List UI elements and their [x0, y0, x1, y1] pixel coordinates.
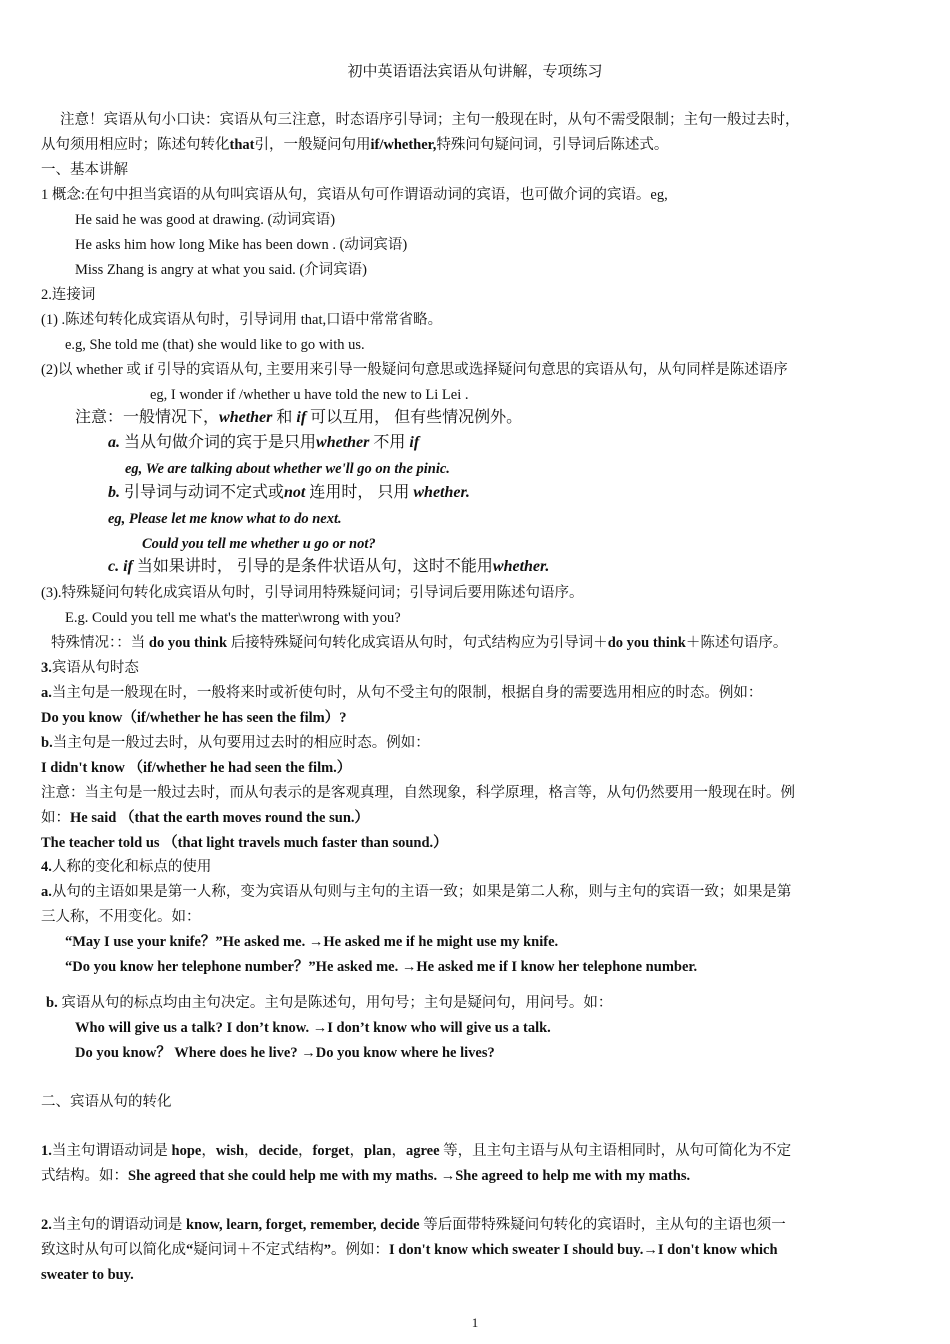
example-line: eg, I wonder if /whether u have told the new to Li Lei .	[150, 387, 469, 403]
conversion-rule-2-line-3: sweater to buy.	[41, 1267, 134, 1283]
example-line: Do you know？ Where does he live? →Do you know where he lives?	[75, 1045, 495, 1061]
example-line: e.g, She told me (that) she would like to go with us.	[65, 337, 365, 353]
keyword-verb: decide	[258, 1143, 299, 1159]
keyword-verbs: know, learn, forget, remember, decide	[186, 1217, 420, 1233]
keyword-if: if	[123, 558, 133, 575]
heading-text: 人称的变化和标点的使用	[51, 859, 212, 875]
example-line: E.g. Could you tell me what's the matter\wrong with you?	[65, 610, 401, 626]
rule-text: ，	[298, 1143, 313, 1159]
rule-text: 式结构。如：	[41, 1168, 128, 1184]
note-text: 如：	[41, 810, 70, 826]
example-line: Who will give us a talk? I don’t know. →I don’t know who will give us a talk.	[75, 1020, 551, 1036]
person-rule-b	[46, 993, 612, 1013]
example-line: Do you know（if/whether he has seen the film）?	[41, 710, 347, 726]
rule-text: 。例如：	[331, 1242, 389, 1258]
rule-text: 等后面带特殊疑问句转化的宾语时，主从句的主语也须一	[419, 1217, 786, 1233]
exception-text: 连用时， 只用	[305, 484, 414, 501]
section-1-heading: 一、基本讲解	[41, 162, 128, 178]
example-line: Could you tell me whether u go or not?	[142, 536, 376, 552]
conversion-rule-1-line-2	[41, 1166, 690, 1186]
rule-text: 疑问词＋不定式结构	[193, 1242, 324, 1258]
example-line: The teacher told us （that light travels much faster than sound.）	[41, 835, 448, 851]
rule-text: 宾语从句的标点均由主句决定。主句是陈述句，用句号；主句是疑问句，用问号。如：	[57, 995, 613, 1011]
keyword-verb: agree	[405, 1143, 440, 1159]
note-line	[75, 408, 522, 428]
rule-text: ，	[391, 1143, 406, 1159]
connector-rule-1: (1) .陈述句转化成宾语从句时，引导词用 that,口语中常常省略。	[41, 312, 443, 328]
document-title: 初中英语语法宾语从句讲解，专项练习	[347, 64, 603, 80]
keyword-do-you-think: do you think	[148, 635, 228, 651]
note-text: 可以互用， 但有些情况例外。	[306, 409, 523, 426]
keyword-whether: whether.	[492, 558, 550, 575]
keyword-do-you-think: do you think	[607, 635, 686, 651]
intro-text: 特殊问句疑问词，引导词后陈述式。	[436, 137, 669, 153]
exception-text: 不用	[369, 434, 410, 451]
connector-rule-2: (2)以 whether 或 if 引导的宾语从句, 主要用来引导一般疑问句意思或选择疑问句意思的宾语从句，从句同样是陈述语序	[41, 362, 788, 378]
tense-note-line-2	[41, 808, 369, 828]
special-case-line	[51, 633, 787, 653]
rule-text: 当主句的谓语动词是	[51, 1217, 186, 1233]
note-text: 和	[272, 409, 297, 426]
example-line: He asks him how long Mike has been down . (动词宾语)	[75, 237, 408, 253]
keyword-if: if	[296, 409, 307, 426]
rule-number: 1.	[41, 1143, 52, 1159]
quote-mark: ”	[323, 1242, 331, 1258]
special-text: 后接特殊疑问句转化成宾语从句时，句式结构应为引导词＋	[227, 635, 608, 651]
special-text: 特殊情况：：当	[51, 635, 149, 651]
special-text: ＋陈述句语序。	[685, 635, 788, 651]
keyword-whether: whether.	[413, 484, 470, 501]
keyword-whether: whether	[219, 409, 273, 426]
conversion-rule-2-line-2	[41, 1240, 778, 1260]
heading-number: 4.	[41, 859, 52, 875]
example-line: He said he was good at drawing. (动词宾语)	[75, 212, 336, 228]
intro-line-2	[41, 135, 668, 155]
exception-label: c.	[108, 558, 124, 575]
rule-text: 致这时从句可以简化成	[41, 1242, 186, 1258]
rule-text: ，	[349, 1143, 365, 1159]
exception-label: a.	[108, 434, 120, 451]
rule-text: ，	[244, 1143, 259, 1159]
keyword-verb: wish	[215, 1143, 245, 1159]
intro-keyword-that: that	[229, 137, 255, 153]
example-line: “Do you know her telephone number？”He asked me. →He asked me if I know her telephone number.	[65, 959, 698, 975]
quote-mark: “	[186, 1242, 194, 1258]
concept-line: 1 概念:在句中担当宾语的从句叫宾语从句，宾语从句可作谓语动词的宾语，也可做介词的宾语。eg,	[41, 187, 668, 203]
keyword-not: not	[284, 484, 306, 501]
exception-text: 当如果讲时， 引导的是条件状语从句，这时不能用	[132, 558, 493, 575]
tense-note-line-1: 注意：当主句是一般过去时，而从句表示的是客观真理，自然现象，科学原理，格言等，从句仍然要用一般现在时。例	[41, 785, 795, 801]
person-rule-a-line-1	[41, 882, 791, 902]
conversion-rule-2-line-1	[41, 1215, 786, 1235]
heading-text: 宾语从句时态	[51, 660, 139, 676]
example-line: eg, We are talking about whether we'll go on the pinic.	[125, 461, 450, 477]
example-text: I don't know which sweater I should buy.→I don't know which	[389, 1242, 778, 1258]
person-heading	[41, 857, 211, 877]
example-line: eg, Please let me know what to do next.	[108, 511, 342, 527]
intro-text: 从句须用相应时；陈述句转化	[41, 137, 230, 153]
keyword-if: if	[409, 434, 420, 451]
keyword-whether: whether	[316, 434, 370, 451]
connector-rule-3: (3).特殊疑问句转化成宾语从句时，引导词用特殊疑问词；引导词后要用陈述句语序。	[41, 585, 584, 601]
connectors-heading: 2.连接词	[41, 287, 96, 303]
rule-text: ，	[201, 1143, 216, 1159]
heading-number: 3.	[41, 660, 52, 676]
rule-label: b.	[46, 995, 58, 1011]
rule-text: 当主句是一般现在时，一般将来时或祈使句时，从句不受主句的限制，根据自身的需要选用相应的时态。例如：	[51, 685, 763, 701]
exception-a	[108, 433, 419, 453]
tense-rule-b	[41, 733, 430, 753]
rule-label: a.	[41, 685, 52, 701]
example-line: I didn't know （if/whether he had seen the film.）	[41, 760, 352, 776]
exception-c	[108, 557, 549, 577]
example-text: He said （that the earth moves round the sun.）	[70, 810, 370, 826]
intro-keyword-if-whether: if/whether,	[370, 137, 437, 153]
rule-label: a.	[41, 884, 52, 900]
tense-rule-a	[41, 683, 762, 703]
intro-text: 引，一般疑问句用	[254, 137, 371, 153]
exception-text: 当从句做介词的宾于是只用	[120, 434, 317, 451]
rule-text: 当主句谓语动词是	[51, 1143, 172, 1159]
rule-number: 2.	[41, 1217, 52, 1233]
person-rule-a-line-2: 三人称，不用变化。如：	[41, 909, 201, 925]
conversion-rule-1-line-1	[41, 1141, 791, 1161]
intro-line-1: 注意！宾语从句小口诀：宾语从句三注意，时态语序引导词；主句一般现在时，从句不需受限制；主句一般过去时，	[60, 112, 800, 128]
page-number: 1	[471, 1315, 479, 1330]
keyword-verb: forget	[312, 1143, 350, 1159]
rule-text: 当主句是一般过去时，从句要用过去时的相应时态。例如：	[52, 735, 430, 751]
rule-text: 等，且主句主语与从句主语相同时，从句可简化为不定	[439, 1143, 792, 1159]
tense-heading	[41, 658, 139, 678]
exception-b	[108, 483, 470, 503]
keyword-verb: plan	[364, 1143, 392, 1159]
note-text: 注意：一般情况下，	[75, 409, 220, 426]
rule-label: b.	[41, 735, 53, 751]
keyword-verb: hope	[171, 1143, 202, 1159]
example-line: Miss Zhang is angry at what you said. (介词宾语)	[75, 262, 367, 278]
example-line: “May I use your knife？”He asked me. →He asked me if he might use my knife.	[65, 934, 559, 950]
exception-text: 引导词与动词不定式或	[120, 484, 285, 501]
section-2-heading: 二、宾语从句的转化	[41, 1094, 172, 1110]
rule-text: 从句的主语如果是第一人称，变为宾语从句则与主句的主语一致；如果是第二人称，则与主句的宾语一致；如果是第	[51, 884, 792, 900]
exception-label: b.	[108, 484, 120, 501]
example-text: She agreed that she could help me with my maths. →She agreed to help me with my maths.	[128, 1168, 691, 1184]
